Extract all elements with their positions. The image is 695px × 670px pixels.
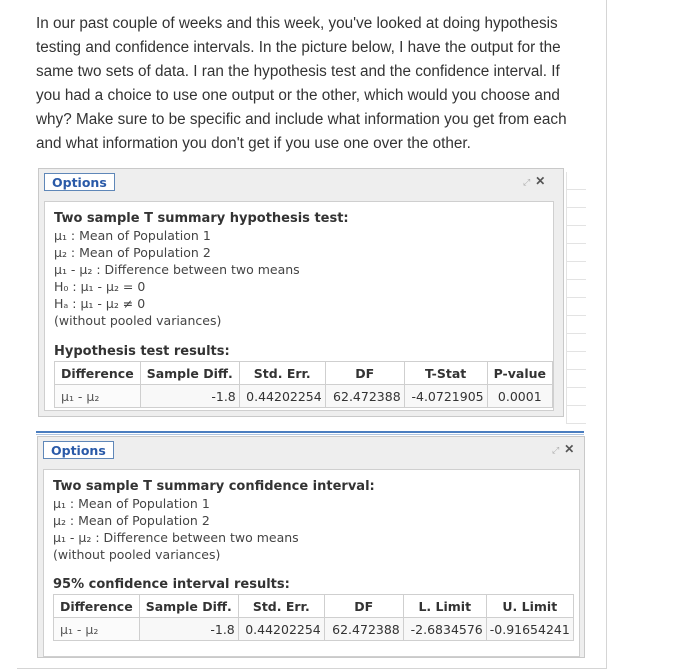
definition-line: μ₁ - μ₂ : Difference between two means (54, 262, 300, 277)
column-header: Difference (54, 595, 140, 618)
column-header: Std. Err. (239, 362, 325, 385)
maximize-icon[interactable]: ⤢ (552, 445, 560, 455)
definition-line: μ₂ : Mean of Population 2 (54, 245, 211, 260)
definition-line: μ₂ : Mean of Population 2 (53, 513, 210, 528)
table-row (54, 618, 574, 641)
options-button[interactable]: Options (43, 441, 114, 459)
table-cell: 62.472388 (324, 618, 403, 641)
table-cell: 62.472388 (325, 385, 404, 408)
table-cell: μ₁ - μ₂ (54, 618, 140, 641)
confidence-interval-panel (37, 436, 585, 658)
column-header: Std. Err. (238, 595, 324, 618)
divider (36, 431, 584, 433)
output-title: Two sample T summary hypothesis test: (54, 211, 349, 226)
column-header: L. Limit (403, 595, 486, 618)
close-icon[interactable]: ✕ (564, 442, 575, 456)
question-text: In our past couple of weeks and this week, you've looked at doing hypothesis testing and confidence intervals. In the picture below, I have the output for the same two sets of data. I ran the hypothesis test and the confidence interval. If you had a choice to use one output or the other, which would you choose and why? Make sure to be specific and include what information you get from each and what information you don't get if you use one over the other. (36, 15, 567, 152)
table-cell: -1.8 (139, 618, 238, 641)
close-icon[interactable]: ✕ (535, 174, 546, 188)
column-header: P-value (487, 362, 552, 385)
confidence-interval-output (43, 469, 580, 657)
column-header: DF (324, 595, 403, 618)
results-table (54, 361, 553, 408)
column-header: Sample Diff. (140, 362, 239, 385)
table-cell: -2.6834576 (403, 618, 486, 641)
table-cell: μ₁ - μ₂ (55, 385, 141, 408)
divider (36, 434, 584, 435)
maximize-icon[interactable]: ⤢ (523, 177, 531, 187)
column-header: T-Stat (404, 362, 487, 385)
definition-line: μ₁ : Mean of Population 1 (53, 496, 210, 511)
alternative-hypothesis: Hₐ : μ₁ - μ₂ ≠ 0 (54, 296, 146, 311)
table-cell: -1.8 (140, 385, 239, 408)
table-cell: 0.0001 (487, 385, 552, 408)
hypothesis-test-output (44, 201, 554, 411)
table-cell: -0.91654241 (486, 618, 573, 641)
column-header: Difference (55, 362, 141, 385)
options-button[interactable]: Options (44, 173, 115, 191)
results-table (53, 594, 574, 641)
window-controls (552, 442, 574, 456)
definition-line: μ₁ - μ₂ : Difference between two means (53, 530, 299, 545)
table-header-row (55, 362, 553, 385)
variance-note: (without pooled variances) (54, 313, 222, 328)
definition-line: μ₁ : Mean of Population 1 (54, 228, 211, 243)
variance-note: (without pooled variances) (53, 547, 221, 562)
column-header: DF (325, 362, 404, 385)
column-header: U. Limit (486, 595, 573, 618)
window-controls (523, 174, 545, 188)
table-header-row (54, 595, 574, 618)
table-cell: 0.44202254 (238, 618, 324, 641)
background-grid (566, 172, 586, 427)
results-title: Hypothesis test results: (54, 344, 230, 359)
null-hypothesis: H₀ : μ₁ - μ₂ = 0 (54, 279, 146, 294)
table-cell: -4.0721905 (404, 385, 487, 408)
output-title: Two sample T summary confidence interval: (53, 479, 375, 494)
column-header: Sample Diff. (139, 595, 238, 618)
results-title: 95% confidence interval results: (53, 577, 290, 592)
table-cell: 0.44202254 (239, 385, 325, 408)
hypothesis-test-panel (38, 168, 564, 417)
table-row (55, 385, 553, 408)
